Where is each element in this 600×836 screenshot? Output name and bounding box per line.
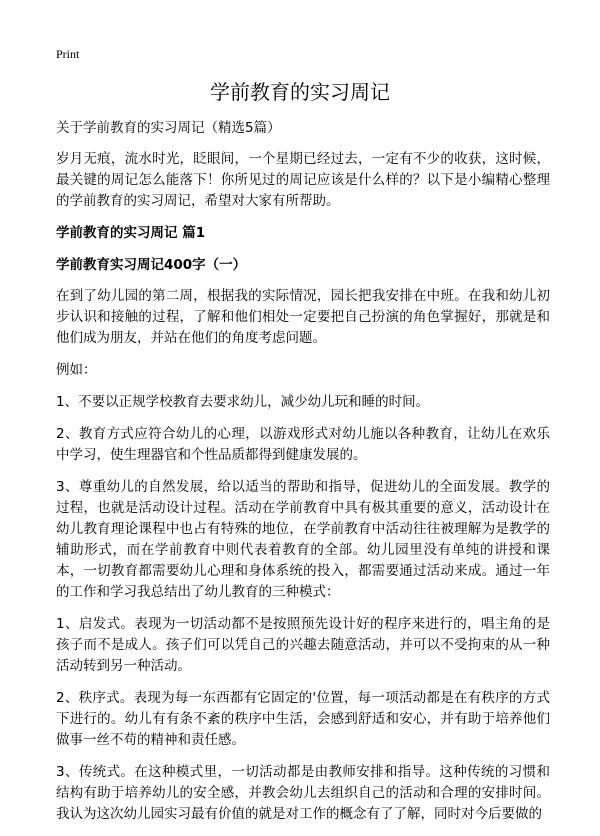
list-item: 2、秩序式。表现为每一东西都有它固定的'位置，每一项活动都是在有秩序的方式下进行的。幼儿有有条不紊的秩序中生活，会感到舒适和安心，并有助于培养他们做事一丝不苟的精神和责任感。 bbox=[56, 690, 550, 748]
list-item: 2、教育方式应符合幼儿的心理，以游戏形式对幼儿施以各种教育，让幼儿在欢乐中学习，使生理器官和个性品质都得到健康发展的。 bbox=[56, 426, 550, 463]
subsection-heading: 学前教育实习周记400字（一） bbox=[56, 257, 247, 273]
list-item: 3、传统式。在这种模式里，一切活动都是由教师安排和指导。这种传统的习惯和结构有助于培养幼儿的安全感，并教会幼儿去组织自己的活动和合理的安排时间。我认为这次幼儿园实习最有价值的就是对工作的概念有了了解，同时对今后要做的 bbox=[56, 764, 550, 822]
list-item: 1、不要以正规学校教育去要求幼儿，减少幼儿玩和睡的时间。 bbox=[56, 394, 430, 410]
list-item: 1、启发式。表现为一切活动都不是按照预先设计好的程序来进行的，唱主角的是孩子而不是成人。孩子们可以凭自己的兴趣去随意活动，并可以不受拘束的从一种活动转到另一种活动。 bbox=[56, 616, 550, 674]
article-body bbox=[56, 118, 550, 836]
paragraph: 例如： bbox=[56, 362, 97, 378]
section-heading: 学前教育的实习周记 篇1 bbox=[56, 225, 206, 241]
paragraph: 岁月无痕，流水时光，眨眼间，一个星期已经过去，一定有不少的收获，这时候，最关键的周记怎么能落下！你所见过的周记应该是什么样的？以下是小编精心整理的学前教育的实习周记，希望对大家有所帮助。 bbox=[56, 151, 550, 209]
page-title: 学前教育的实习周记 bbox=[210, 80, 390, 104]
paragraph: 在到了幼儿园的第二周，根据我的实际情况，园长把我安排在中班。在我和幼儿初步认识和接触的过程，了解和他们相处一定要把自己扮演的角色掌握好，那就是和他们成为朋友，并站在他们的角度考虑问题。 bbox=[56, 288, 550, 346]
intro-line: 关于学前教育的实习周记（精选5篇） bbox=[56, 120, 281, 136]
print-link[interactable]: Print bbox=[56, 47, 80, 61]
list-item: 3、尊重幼儿的自然发展，给以适当的帮助和指导，促进幼儿的全面发展。教学的过程，也就是活动设计过程。活动在学前教育中具有极其重要的意义，活动设计在幼儿教育理论课程中也占有特殊的地位，在学前教育中活动往往被理解为是教学的辅助形式，而在学前教育中则代表着教育的全部。幼儿园里没有单纯的讲授和课本，一切教育都需要幼儿心理和身体系统的投入，都需要通过活动来成。通过一年的工作和学习我总结出了幼儿教育的三种模式： bbox=[56, 479, 550, 600]
